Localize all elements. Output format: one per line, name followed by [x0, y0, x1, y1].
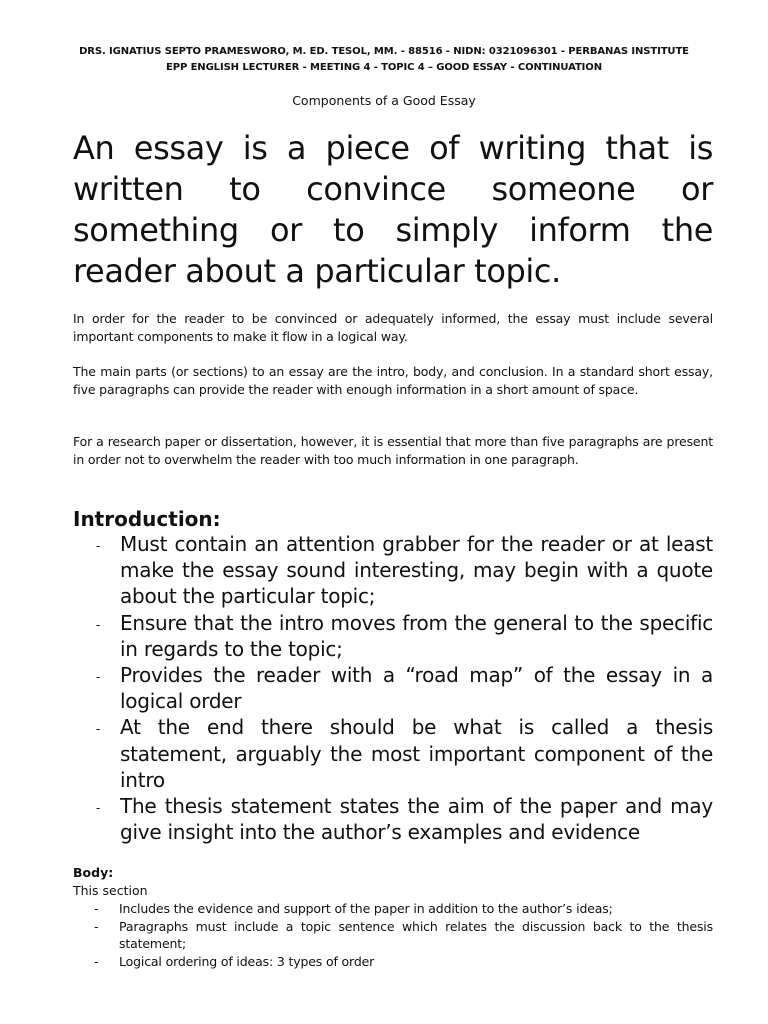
list-item [96, 662, 713, 714]
bullet-dash: - [96, 801, 101, 816]
list-item [96, 610, 713, 662]
list-item [96, 793, 713, 845]
paragraph-1: In order for the reader to be convinced or adequately informed, the essay must include several important components to make it flow in a logical way. [73, 311, 713, 344]
document-subtitle: Components of a Good Essay [292, 93, 476, 108]
introduction-item-text: Ensure that the intro moves from the general to the specific in regards to the topic; [120, 610, 713, 661]
bullet-dash: - [96, 539, 101, 553]
paragraph-2: The main parts (or sections) to an essay are the intro, body, and conclusion. In a standard short essay, five paragraphs can provide the reader with enough information in a short amount of space. [73, 364, 713, 397]
bullet-dash: - [96, 617, 101, 632]
body-item-text: Paragraphs must include a topic sentence which relates the discussion back to the thesis statement; [119, 918, 713, 951]
list-item [96, 531, 713, 610]
list-item [94, 918, 713, 953]
introduction-item-text: Must contain an attention grabber for the reader or at least make the essay sound interesting, may begin with a quote about the particular topic; [120, 532, 713, 609]
list-item [96, 714, 713, 793]
bullet-dash: - [96, 722, 101, 737]
body-item-text: Includes the evidence and support of the paper in addition to the author’s ideas; [119, 901, 613, 916]
bullet-dash: - [94, 953, 99, 969]
introduction-item-text: Provides the reader with a “road map” of the essay in a logical order [120, 663, 713, 714]
header-line-1: DRS. IGNATIUS SEPTO PRAMESWORO, M. ED. TESOL, MM. - 88516 - NIDN: 0321096301 - PERBANAS INSTITUTE [79, 46, 689, 57]
bullet-dash: - [96, 670, 101, 685]
list-item [94, 900, 713, 918]
body-item-text: Logical ordering of ideas: 3 types of order [119, 953, 375, 969]
introduction-item-text: The thesis statement states the aim of the paper and may give insight into the author’s examples and evidence [120, 794, 713, 845]
lead-statement: An essay is a piece of writing that is written to convince someone or something or to simply inform the reader about a particular topic. [73, 129, 713, 290]
bullet-dash: - [94, 918, 99, 934]
introduction-item-text: At the end there should be what is called a thesis statement, arguably the most important component of the intro [120, 715, 713, 792]
list-item [94, 953, 713, 971]
body-intro-text: This section [73, 883, 148, 898]
body-list [94, 900, 713, 970]
introduction-list [96, 531, 713, 845]
body-heading: Body: [73, 865, 114, 880]
paragraph-3: For a research paper or dissertation, however, it is essential that more than five paragraphs are present in order not to overwhelm the reader with too much information in one paragraph. [73, 434, 713, 467]
bullet-dash: - [94, 901, 99, 916]
header-line-2: EPP ENGLISH LECTURER - MEETING 4 - TOPIC 4 – GOOD ESSAY - CONTINUATION [166, 62, 602, 73]
page-header [30, 44, 738, 76]
introduction-heading: Introduction: [73, 507, 221, 531]
